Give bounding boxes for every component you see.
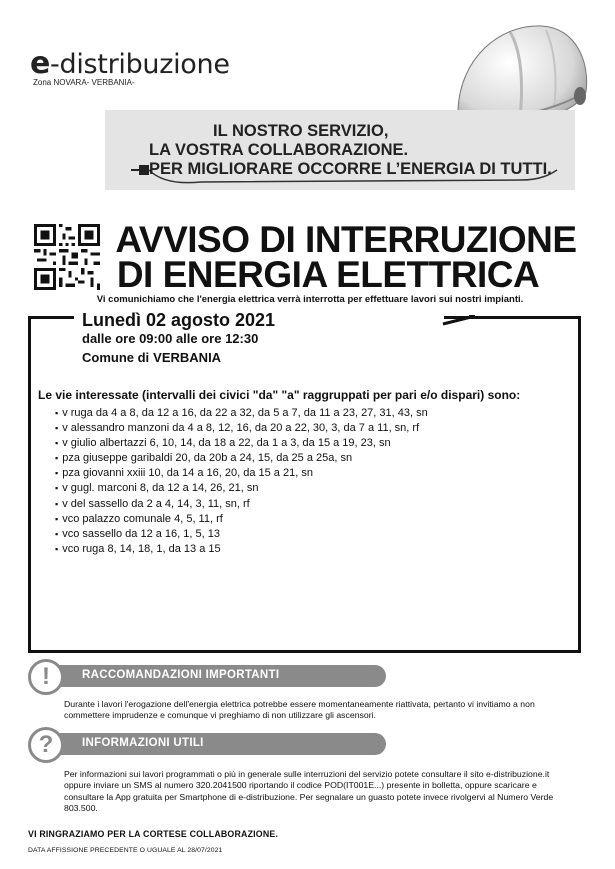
- slogan-line-1: IL NOSTRO SERVIZIO,: [213, 122, 389, 140]
- slogan-line-2: LA VOSTRA COLLABORAZIONE.: [149, 141, 409, 159]
- notice-title-line-1: AVVISO DI INTERRUZIONE: [115, 219, 577, 260]
- interruption-date: Lunedì 02 agosto 2021: [82, 310, 276, 330]
- notice-title-line-2: DI ENERGIA ELETTRICA: [116, 254, 540, 295]
- street-item: ▪ vco sassello da 12 a 16, 1, 5, 13: [55, 527, 428, 542]
- interruption-hours: dalle ore 09:00 alle ore 12:30: [82, 331, 259, 346]
- street-item: ▪ v giulio albertazzi 6, 10, 14, da 18 a 22, da 1 a 3, da 15 a 19, 23, sn: [55, 436, 428, 451]
- recommendations-header: [28, 662, 388, 690]
- info-text: Per informazioni sui lavori programmati o più in generale sulle interruzioni del servizio potete consultare il sito e-distribuzione.it oppure inviare un SMS al numero 320.2041500 riportando il codice POD(IT001E...) presente in bolletta, oppure scaricare e consultare la App gratuita per Smartphone di e-distribuzione. Per segnalare un guasto potete invece rivolgervi al Numero Verde 803.500.: [64, 769, 554, 813]
- street-item: ▪ v alessandro manzoni da 4 a 8, 12, 16, da 20 a 22, 30, 3, da 7 a 11, sn, rf: [55, 421, 428, 436]
- info-heading: INFORMAZIONI UTILI: [82, 737, 204, 749]
- question-icon: ?: [28, 727, 64, 763]
- street-item: ▪ v del sassello da 2 a 4, 14, 3, 11, sn, rf: [55, 497, 428, 512]
- street-item: ▪ v gugl. marconi 8, da 12 a 14, 26, 21, sn: [55, 481, 428, 496]
- slogan-banner: [105, 110, 575, 190]
- recommendations-text: Durante i lavori l'erogazione dell'energia elettrica potrebbe essere momentaneamente riattivata, pertanto vi invitiamo a non commettere imprudenze e comunque vi preghiamo di non utilizzare gli ascensori.: [64, 699, 535, 721]
- slogan-line-3: PER MIGLIORARE OCCORRE L’ENERGIA DI TUTTI.: [149, 160, 552, 178]
- recommendations-heading: RACCOMANDAZIONI IMPORTANTI: [82, 669, 280, 681]
- notice-subtitle: Vi comunichiamo che l'energia elettrica verrà interrotta per effettuare lavori sui nostri impianti.: [96, 294, 524, 305]
- logo-text: -distribuzione: [50, 49, 230, 80]
- streets-heading: Le vie interessate (intervalli dei civici "da" "a" raggruppati per pari e/o dispari) sono:: [38, 388, 521, 402]
- street-item: ▪ vco ruga 8, 14, 18, 1, da 13 a 15: [55, 542, 428, 557]
- info-header: [28, 730, 388, 758]
- comune-label: Comune di: [82, 350, 150, 365]
- street-item: ▪ pza giuseppe garibaldi 20, da 20b a 24, 15, da 25 a 25a, sn: [55, 451, 428, 466]
- street-item: ▪ vco palazzo comunale 4, 5, 11, rf: [55, 512, 428, 527]
- posting-date: DATA AFFISSIONE PRECEDENTE O UGUALE AL 28/07/2021: [28, 847, 223, 854]
- company-logo: [30, 46, 230, 81]
- exclamation-icon: !: [28, 659, 64, 695]
- street-item: ▪ v ruga da 4 a 8, da 12 a 16, da 22 a 32, da 5 a 7, da 11 a 23, 27, 31, 43, sn: [55, 406, 428, 421]
- streets-list: [55, 406, 428, 557]
- comune-line: [82, 350, 221, 365]
- thanks-text: VI RINGRAZIAMO PER LA CORTESE COLLABORAZIONE.: [28, 829, 279, 839]
- comune-value: VERBANIA: [153, 350, 222, 365]
- street-item: ▪ pza giovanni xxiii 10, da 14 a 16, 20, da 15 a 21, sn: [55, 466, 428, 481]
- box-corner-slash: [441, 314, 477, 326]
- zone-label: Zona NOVARA- VERBANIA-: [33, 78, 135, 87]
- logo-mark: e: [30, 46, 51, 81]
